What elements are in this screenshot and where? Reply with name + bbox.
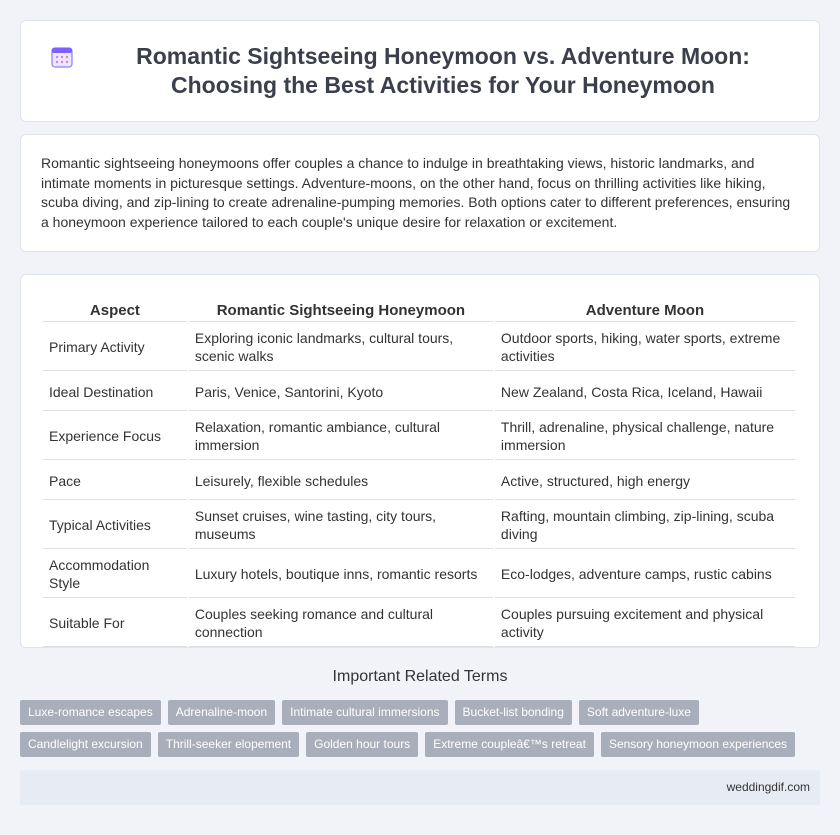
table-row: [43, 462, 795, 500]
row-adventure: New Zealand, Costa Rica, Iceland, Hawaii: [495, 373, 795, 411]
page-title: Romantic Sightseeing Honeymoon vs. Adventure Moon: Choosing the Best Activities for Your Honeymoon: [136, 43, 750, 98]
intro-card: [20, 134, 820, 252]
footer-site-link[interactable]: weddingdif.com: [726, 780, 810, 794]
related-terms-heading: Important Related Terms: [332, 668, 508, 685]
header-adventure: Adventure Moon: [495, 297, 795, 322]
related-term-tag[interactable]: Bucket-list bonding: [455, 700, 572, 725]
row-romantic: Relaxation, romantic ambiance, cultural immersion: [189, 413, 493, 460]
row-romantic: Paris, Venice, Santorini, Kyoto: [189, 373, 493, 411]
row-romantic: Couples seeking romance and cultural connection: [189, 600, 493, 647]
calendar-icon: [50, 45, 74, 69]
header-romantic: Romantic Sightseeing Honeymoon: [189, 297, 493, 322]
row-adventure: Rafting, mountain climbing, zip-lining, scuba diving: [495, 502, 795, 549]
row-aspect: Primary Activity: [43, 324, 187, 371]
row-aspect: Experience Focus: [43, 413, 187, 460]
title-card: [20, 20, 820, 122]
related-term-tag[interactable]: Golden hour tours: [306, 732, 418, 757]
tag-row: [20, 700, 820, 725]
related-term-tag[interactable]: Soft adventure-luxe: [579, 700, 699, 725]
related-term-tag[interactable]: Thrill-seeker elopement: [158, 732, 299, 757]
header-aspect: Aspect: [43, 297, 187, 322]
tag-row: [20, 732, 820, 757]
intro-paragraph: Romantic sightseeing honeymoons offer couples a chance to indulge in breathtaking views, historic landmarks, and intimate moments in picturesque settings. Adventure-moons, on the other hand, focus on thrilling activities like hiking, scuba diving, and zip-lining to create adrenaline-pumping memories. Both options cater to different preferences, ensuring a honeymoon experience tailored to each couple's unique desire for relaxation or excitement.: [41, 155, 791, 230]
title-wrap: [50, 42, 790, 100]
table-row: [43, 551, 795, 598]
row-romantic: Luxury hotels, boutique inns, romantic resorts: [189, 551, 493, 598]
related-term-tag[interactable]: Luxe-romance escapes: [20, 700, 161, 725]
related-term-tag[interactable]: Adrenaline-moon: [168, 700, 275, 725]
row-aspect: Suitable For: [43, 600, 187, 647]
table-row: [43, 502, 795, 549]
row-romantic: Exploring iconic landmarks, cultural tours, scenic walks: [189, 324, 493, 371]
related-term-tag[interactable]: Extreme coupleâ€™s retreat: [425, 732, 594, 757]
table-row: [43, 324, 795, 371]
table-row: [43, 373, 795, 411]
related-term-tag[interactable]: Candlelight excursion: [20, 732, 151, 757]
row-aspect: Pace: [43, 462, 187, 500]
row-adventure: Outdoor sports, hiking, water sports, extreme activities: [495, 324, 795, 371]
related-term-tag[interactable]: Sensory honeymoon experiences: [601, 732, 795, 757]
row-aspect: Accommodation Style: [43, 551, 187, 598]
row-romantic: Leisurely, flexible schedules: [189, 462, 493, 500]
related-terms-tags: [20, 700, 820, 764]
table-row: [43, 600, 795, 647]
comparison-table: [41, 295, 797, 649]
table-header-row: [43, 297, 795, 322]
comparison-table-card: [20, 274, 820, 648]
row-romantic: Sunset cruises, wine tasting, city tours, museums: [189, 502, 493, 549]
related-term-tag[interactable]: Intimate cultural immersions: [282, 700, 447, 725]
row-adventure: Active, structured, high energy: [495, 462, 795, 500]
table-row: [43, 413, 795, 460]
footer: [20, 770, 820, 805]
row-aspect: Ideal Destination: [43, 373, 187, 411]
row-adventure: Couples pursuing excitement and physical activity: [495, 600, 795, 647]
row-adventure: Eco-lodges, adventure camps, rustic cabins: [495, 551, 795, 598]
row-adventure: Thrill, adrenaline, physical challenge, nature immersion: [495, 413, 795, 460]
row-aspect: Typical Activities: [43, 502, 187, 549]
